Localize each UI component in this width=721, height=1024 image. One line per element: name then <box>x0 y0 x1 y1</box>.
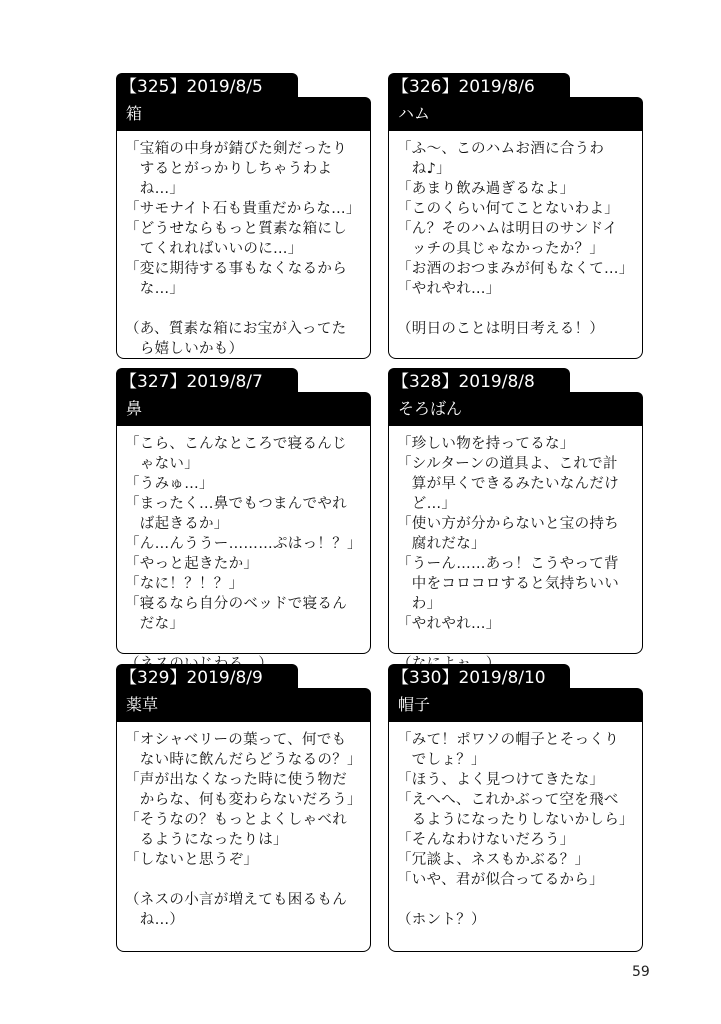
dialogue-line <box>397 890 636 910</box>
dialogue-line: 「どうせならもっと質素な箱にし <box>125 221 347 237</box>
dialogue-line: でしょ？」 <box>397 752 486 768</box>
dialogue-line: 中をコロコロすると気持ちいい <box>397 576 619 592</box>
card-date-tab: 【326】2019/8/6 <box>388 73 570 101</box>
dialogue-line: ど…」 <box>397 496 457 512</box>
dialogue-line: だな」 <box>125 616 185 632</box>
dialogue-line: 「ほう、よく見つけてきたな」 <box>397 772 605 788</box>
dialogue-line: 「ふ～、このハムお酒に合うわ <box>397 141 605 157</box>
card-title: 箱 <box>116 97 371 131</box>
card-header <box>116 664 371 722</box>
dialogue-line: するとがっかりしちゃうわよ <box>125 161 333 177</box>
dialogue-line: （明日のことは明日考える！） <box>397 321 605 337</box>
dialogue-line: 「宝箱の中身が錆びた剣だったり <box>125 141 347 157</box>
dialogue-line: からな、何も変わらないだろう」 <box>125 792 362 808</box>
dialogue-line: 「うーん……あっ！こうやって背 <box>397 556 619 572</box>
card-title: 鼻 <box>116 392 371 426</box>
dialogue-line: 「使い方が分からないと宝の持ち <box>397 516 619 532</box>
dialogue-line <box>397 299 636 319</box>
dialogue-line: るようになったりしないかしら」 <box>397 812 634 828</box>
dialogue-line: 「珍しい物を持ってるな」 <box>397 436 575 452</box>
dialogue-line: ゃない」 <box>125 456 199 472</box>
card-body <box>388 722 643 952</box>
dialogue-line: 「声が出なくなった時に使う物だ <box>125 772 347 788</box>
card-date-tab: 【325】2019/8/5 <box>116 73 298 101</box>
card-header <box>116 73 371 131</box>
dialogue-line: 「こら、こんなところで寝るんじ <box>125 436 347 452</box>
dialogue-line <box>125 299 364 319</box>
card-date-tab: 【330】2019/8/10 <box>388 664 570 692</box>
dialogue-line: 「しないと思うぞ」 <box>125 852 259 868</box>
dialogue-line: 「サモナイト石も貴重だからな…」 <box>125 201 361 217</box>
dialogue-line: 「やれやれ…」 <box>397 616 501 632</box>
dialogue-line: ッチの具じゃなかったか？」 <box>397 241 605 257</box>
dialogue-line: 「ん…んううー………ぷはっ！？」 <box>125 536 362 552</box>
dialogue-line: 「いや、君が似合ってるから」 <box>397 872 604 888</box>
card-date-tab: 【327】2019/8/7 <box>116 368 298 396</box>
dialogue-line: るようになったりは」 <box>125 832 288 848</box>
card-body <box>116 722 371 952</box>
card-body <box>388 426 643 654</box>
card-header <box>116 368 371 426</box>
dialogue-line: 算が早くできるみたいなんだけ <box>397 476 619 492</box>
dialogue-line: ない時に飲んだらどうなるの？」 <box>125 752 362 768</box>
dialogue-line: 「うみゅ…」 <box>125 476 214 492</box>
dialogue-line: 「なに！？！？」 <box>125 576 244 592</box>
dialogue-line <box>125 634 364 654</box>
dialogue-line: 「あまり飲み過ぎるなよ」 <box>397 181 575 197</box>
dialogue-line: 「シルターンの道具よ、これで計 <box>397 456 618 472</box>
dialogue-line: 「ん？そのハムは明日のサンドイ <box>397 221 618 237</box>
card-title: 薬草 <box>116 688 371 722</box>
page-number: 59 <box>632 964 650 980</box>
dialogue-line: （ネスの小言が増えても困るもん <box>125 892 347 908</box>
dialogue-line: 「そんなわけないだろう」 <box>397 832 575 848</box>
dialogue-line: 「そうなの？もっとよくしゃべれ <box>125 812 347 828</box>
dialogue-line: ね…」 <box>125 181 185 197</box>
dialogue-line: 「みて！ポワソの帽子とそっくり <box>397 732 619 748</box>
dialogue-line: 「やっと起きたか」 <box>125 556 259 572</box>
dialogue-line <box>125 870 364 890</box>
dialogue-line: 腐れだな」 <box>397 536 486 552</box>
dialogue-line: （ホント？） <box>397 912 486 928</box>
dialogue-line: ら嬉しいかも） <box>125 341 244 357</box>
dialogue-line: わ」 <box>397 596 442 612</box>
dialogue-line: な…」 <box>125 281 185 297</box>
dialogue-line: ね…） <box>125 912 185 928</box>
card-title: ハム <box>388 97 643 131</box>
dialogue-line: 「このくらい何てことないわよ」 <box>397 201 619 217</box>
dialogue-line: （あ、質素な箱にお宝が入ってた <box>125 321 347 337</box>
dialogue-line: 「お酒のおつまみが何もなくて…」 <box>397 261 634 277</box>
dialogue-line: 「やれやれ…」 <box>397 281 501 297</box>
dialogue-line: 「まったく…鼻でもつまんでやれ <box>125 496 347 512</box>
dialogue-line: 「えへへ、これかぶって空を飛べ <box>397 792 619 808</box>
card-header <box>388 664 643 722</box>
card-date-tab: 【329】2019/8/9 <box>116 664 298 692</box>
dialogue-line: ば起きるか」 <box>125 516 229 532</box>
dialogue-line: 「変に期待する事もなくなるから <box>125 261 347 277</box>
card-header <box>388 73 643 131</box>
card-body <box>116 426 371 654</box>
card-header <box>388 368 643 426</box>
dialogue-line: ね♪」 <box>397 161 451 177</box>
dialogue-line: 「寝るなら自分のベッドで寝るん <box>125 596 347 612</box>
dialogue-line: てくれればいいのに…」 <box>125 241 303 257</box>
dialogue-line: 「冗談よ、ネスもかぶる？」 <box>397 852 590 868</box>
card-title: 帽子 <box>388 688 643 722</box>
card-body <box>388 131 643 359</box>
dialogue-line: 「オシャベリーの葉って、何でも <box>125 732 347 748</box>
card-title: そろばん <box>388 392 643 426</box>
card-body <box>116 131 371 359</box>
dialogue-line <box>397 634 636 654</box>
card-date-tab: 【328】2019/8/8 <box>388 368 570 396</box>
